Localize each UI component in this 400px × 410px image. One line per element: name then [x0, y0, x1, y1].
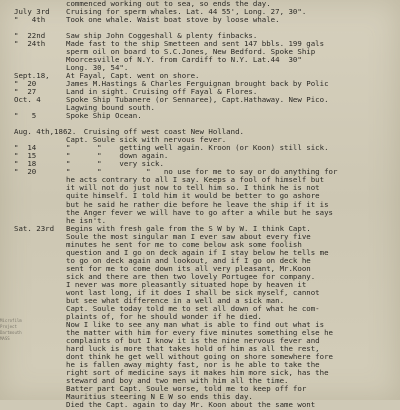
entry-date: " 15 [14, 151, 37, 161]
entry-text: the matter with him for every five minutes something else he [66, 327, 333, 337]
entry-text: " " getting well again. Kroon (or Koon) still sick. [66, 143, 329, 153]
entry-text: hard luck is more that takes hold of him as all the rest, [66, 343, 320, 353]
entry-date: July 3rd [14, 7, 50, 17]
entry-text: he acts contrary to all I say. Keeps a fool of himself but [66, 175, 325, 185]
entry-text: Long. 30, 54". [66, 63, 129, 73]
entry-text: Cruising off west coast New Holland. [66, 127, 244, 137]
entry-date: " 18 [14, 159, 37, 169]
entry-date: " 22nd [14, 31, 46, 41]
journal-line [0, 400, 400, 410]
entry-text: sperm oil on board to S.C.Jones, New Bedford. Spoke Ship [66, 47, 316, 57]
entry-date: " 5 [14, 111, 37, 121]
entry-date: Aug. 4th,1862. [14, 127, 77, 137]
entry-date: " 24th [14, 39, 46, 49]
entry-text: he isn't. [66, 215, 107, 225]
entry-text: " " very sick. [66, 159, 164, 169]
entry-text: quite himself. I told him it would be better to go ashore [66, 191, 320, 201]
entry-text: sent for me to come down its all very pleasant, Mr.Koon [66, 263, 311, 273]
entry-text: sick and there are then two lovely Portugee for company. [66, 271, 316, 281]
entry-text: I never was more pleasantly situated hope by heaven it [66, 279, 307, 289]
entry-text: Died the Capt. again to day Mr. Koon about the same wont [66, 400, 316, 409]
entry-text: dont think he get well without going on shore somewhere fore [66, 351, 333, 361]
entry-text: Begins with fresh gale from the S W by W. I think Capt. [66, 223, 311, 233]
entry-date: " 20 [14, 167, 37, 177]
entry-text: Mauritius steering N E W so ends this day. [66, 391, 253, 401]
entry-text: At Fayal, Capt. went on shore. [66, 71, 200, 81]
entry-text: but see what difference in a well and a sick man. [66, 295, 285, 305]
entry-text: Capt. Soule sick with nervous fever. [66, 135, 227, 145]
entry-text: Land in sight. Cruising off Fayal & Flores. [66, 87, 258, 97]
entry-text: Lagwing bound south. [66, 103, 155, 113]
entry-text: Batter part Capt. Soule worse, told me to keep off for [66, 383, 307, 393]
entry-text: James M.Hastings & Charles Ferguignan brought back by Polic [66, 79, 329, 89]
entry-text: Soule the most singular man I ever saw about every five [66, 231, 311, 241]
entry-date: " 20 [14, 79, 37, 89]
entry-date: Oct. 4 [14, 95, 41, 105]
entry-text: Spoke Ship Tubanere (or Sennaree), Capt.Hathaway. New Pico. [66, 95, 329, 105]
entry-text: commenced working out to sea, so ends the day. [66, 0, 271, 8]
entry-text: to go on deck again and lookout, and if I go on deck he [66, 255, 311, 265]
entry-text: Made fast to the ship Smetteen and sent 147 bbls. 199 gals [66, 39, 325, 49]
entry-text: complaints of but I know it is the nine nervous fever and [66, 335, 320, 345]
entry-text: plaints of, for he should wonder if he died. [66, 311, 262, 321]
entry-date: Sat. 23rd [14, 223, 55, 233]
entry-text: " " " no use for me to say or do anything for [66, 167, 338, 177]
margin-stamp: Microfilm Project Dartmouth MASS [0, 318, 22, 341]
entry-text: Cruising for sperm whales. Lat. 44 55', Long. 27, 30". [66, 7, 307, 17]
entry-text: Took one whale. Waist boat stove by loose whale. [66, 15, 280, 25]
entry-text: steward and boy and two men with him all the time. [66, 375, 289, 385]
entry-date: " 4th [14, 15, 46, 25]
entry-date: " 27 [14, 87, 37, 97]
entry-date: Sept.18, [14, 71, 50, 81]
entry-text: it will not do just now to tell him so. I think he is not [66, 183, 320, 193]
entry-text: the Anger fever we will have to go after a while but he says [66, 207, 333, 217]
entry-date: " 14 [14, 143, 37, 153]
entry-text: Moorcesville of N.Y. from Cardiff to N.Y. Lat.44 30" [66, 55, 302, 65]
entry-text: minutes he sent for me to come below ask some foolish [66, 239, 302, 249]
entry-text: Spoke Ship Ocean. [66, 111, 142, 121]
entry-text: Now I like to see any man what is able to find out what is [66, 319, 325, 329]
entry-text: wont last long, if it does I shall be sick myself, cannot [66, 287, 320, 297]
entry-text: but he said he rather die before he leave the ship if it is [66, 199, 329, 209]
entry-text: " " down again. [66, 151, 169, 161]
entry-text: Saw ship John Coggeshall & plenty finbacks. [66, 31, 258, 41]
entry-text: Capt. Soule today told me to set all down of what he com- [66, 303, 320, 313]
entry-text: question and I go on deck again if I stay below he tells me [66, 247, 329, 257]
entry-text: he is fallen away mighty fast, nor is he able to take the [66, 359, 320, 369]
entry-text: right sort of medicine says it makes him more sick, has the [66, 367, 329, 377]
